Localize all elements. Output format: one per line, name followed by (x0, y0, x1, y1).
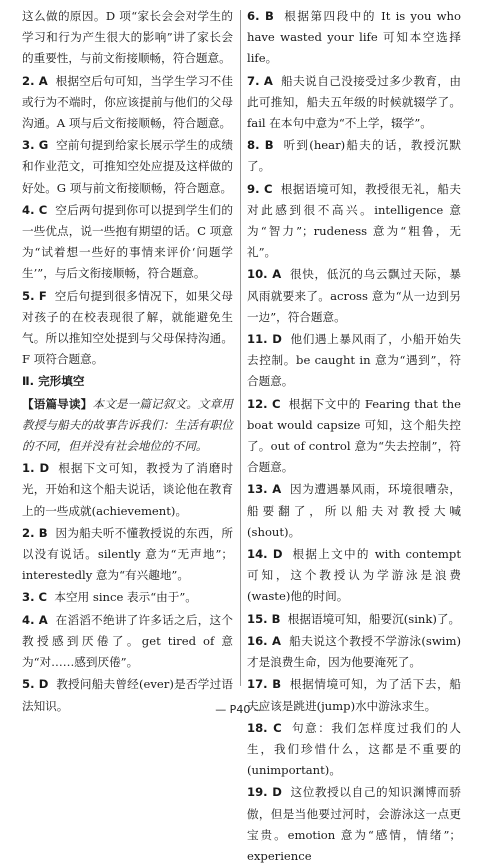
answer-text: 听到(hear)船夫的话，教授沉默了。 (247, 138, 461, 174)
answer-item (247, 631, 461, 673)
answer-text: 根据语境可知，船要沉(sink)了。 (287, 611, 461, 626)
column-divider (240, 10, 241, 686)
answer-text: 根据上文中的 with contempt 可知，这个教授认为学游泳是浪费(waste)他的时间。 (247, 547, 461, 604)
answer-number: 12. C (247, 396, 281, 411)
answer-item (22, 135, 233, 199)
answer-text: 船夫说这个教授不学游泳(swim)才是浪费生命，因为他要淹死了。 (247, 633, 461, 670)
answer-number: 5. D (22, 677, 49, 692)
answer-text: 这位教授以自己的知识渊博而骄傲，但是当他要过河时，会游泳这一点更宝贵。emotion 意为“感情，情绪”；experience (247, 785, 461, 863)
answer-text: 很快，低沉的乌云飘过天际，暴风雨就要来了。across 意为“从一边到另一边”，符合题意。 (247, 267, 461, 324)
answer-number: 8. B (247, 138, 274, 153)
answer-number: 7. A (247, 73, 273, 88)
answer-number: 2. A (22, 73, 48, 88)
answer-text: 根据情境可知，为了活下去，船夫应该是跳进(jump)水中游泳求生。 (247, 677, 461, 713)
answer-text: 根据第四段中的 It is you who have wasted your life 可知本空选择 life。 (247, 9, 461, 66)
answer-item (22, 71, 233, 135)
answer-item (22, 587, 233, 608)
answer-item (247, 179, 461, 264)
answer-text: 空后句提到很多情况下，如果父母对孩子的在校表现很了解，就能避免生气。所以推知空处提到与父母保持沟通。F 项符合题意。 (22, 288, 233, 367)
answer-text: 教授问船夫曾经(ever)是否学过语法知识。 (22, 677, 233, 713)
page-number: — P40 — (215, 703, 265, 716)
answer-item (247, 718, 461, 782)
answer-item (247, 544, 461, 608)
answer-number: 10. A (247, 267, 282, 282)
answer-item (22, 523, 233, 587)
answer-text: 因为遭遇暴风雨，环境很嘈杂，船要翻了，所以船夫对教授大喊(shout)。 (247, 482, 461, 539)
answer-text: 句意：我们怎样度过我们的人生，我们珍惜什么，这都是不重要的(unimportant)。 (247, 720, 461, 778)
answer-item (22, 610, 233, 674)
passage-guide (22, 394, 233, 458)
answer-text: 空后两句提到你可以提到学生们的一些优点，说一些抱有期望的话。C 项意为“试着想一些好的事情来评价‘问题学生’”，与后文衔接顺畅，符合题意。 (22, 202, 233, 281)
answer-number: 17. B (247, 677, 282, 692)
answer-number: 1. D (22, 461, 50, 476)
answer-item (247, 135, 461, 177)
answer-text: 根据下文可知，教授为了消磨时光，开始和这个船夫说话，谈论他在教育上的一些成就(achievement)。 (22, 461, 233, 518)
answer-item (247, 479, 461, 543)
answer-number: 4. A (22, 612, 48, 627)
answer-number: 11. D (247, 332, 282, 347)
answer-number: 3. C (22, 590, 48, 605)
answer-text: 这么做的原因。D 项“家长会会对学生的学习和行为产生很大的影响”讲了家长会的重要性，与前文衔接顺畅，符合题意。 (22, 9, 233, 66)
answer-text: 船夫说自己没接受过多少教育，由此可推知，船夫五年级的时候就辍学了。fail 在本句中意为“不上学，辍学”。 (247, 73, 461, 131)
answer-item (247, 782, 461, 867)
answer-text: 因为船夫听不懂教授说的东西，所以没有说话。silently 意为“无声地”；interestedly 意为“有兴趣地”。 (22, 525, 233, 583)
left-column (22, 6, 233, 718)
answer-number: 14. D (247, 547, 283, 562)
answer-text: 他们遇上暴风雨了，小船开始失去控制。be caught in 意为“遇到”，符合题意。 (247, 332, 461, 389)
answer-item (247, 609, 461, 630)
answer-item (247, 6, 461, 70)
answer-text: 根据空后句可知，当学生学习不佳或行为不端时，你应该提前与他们的父母沟通。A 项与后文衔接顺畅，符合题意。 (22, 73, 233, 131)
answer-item (247, 71, 461, 135)
answer-text: 根据语境可知，教授很无礼，船夫对此感到很不高兴。intelligence 意为“智力”；rudeness 意为“粗鲁，无礼”。 (247, 181, 461, 260)
answer-number: 19. D (247, 785, 282, 800)
answer-number: 5. F (22, 288, 47, 303)
right-column (247, 6, 461, 868)
answer-number: 6. B (247, 9, 274, 23)
guide-text: 本文是一篇记叙文。文章用教授与船夫的故事告诉我们：生活有职位的不同，但并没有社会地位的不同。 (22, 396, 233, 454)
answer-text: 空前句提到给家长展示学生的成绩和作业范文，可推知空处应提及这样做的好处。G 项与前文衔接顺畅，符合题意。 (22, 138, 233, 195)
answer-item (247, 264, 461, 328)
answer-item (247, 329, 461, 393)
answer-item (22, 6, 233, 70)
answer-number: 2. B (22, 525, 48, 540)
guide-tag: 【语篇导读】 (22, 396, 93, 411)
answer-number: 9. C (247, 181, 273, 196)
answer-text: 本空用 since 表示“由于”。 (54, 590, 197, 605)
answer-number: 13. A (247, 482, 282, 497)
answer-text: 根据下文中的 Fearing that the boat would capsize 可知，这个船失控了。out of control 意为“失去控制”，符合题意。 (247, 396, 462, 475)
answer-number: 3. G (22, 138, 49, 153)
answer-text: 在滔滔不绝讲了许多话之后，这个教授感到厌倦了。get tired of 意为“对……感到厌倦”。 (22, 612, 233, 670)
answer-item (22, 286, 233, 371)
answer-number: 18. C (247, 720, 282, 735)
section-heading: Ⅱ. 完形填空 (22, 374, 85, 389)
answer-number: 16. A (247, 633, 281, 648)
answer-item (247, 394, 461, 479)
answer-number: 4. C (22, 202, 48, 217)
answer-item (22, 458, 233, 522)
answer-number: 15. B (247, 611, 281, 626)
answer-item (22, 200, 233, 285)
